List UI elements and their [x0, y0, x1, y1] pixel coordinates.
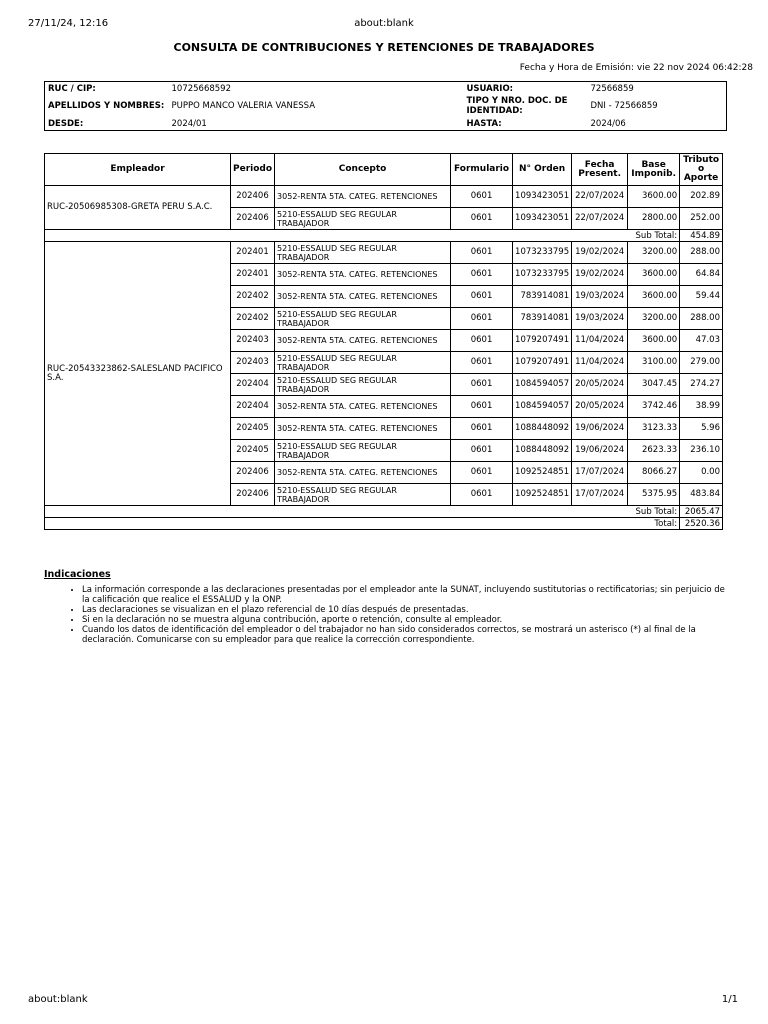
- base-cell: 3123.33: [628, 418, 680, 440]
- orden-cell: 783914081: [513, 286, 572, 308]
- base-cell: 3600.00: [628, 264, 680, 286]
- periodo-cell: 202401: [231, 264, 275, 286]
- periodo-cell: 202406: [231, 462, 275, 484]
- orden-cell: 1073233795: [513, 264, 572, 286]
- base-cell: 3100.00: [628, 352, 680, 374]
- ruc-value: 10725668592: [171, 83, 231, 94]
- fecha-cell: 17/07/2024: [572, 462, 628, 484]
- concepto-cell: 5210-ESSALUD SEG REGULAR TRABAJADOR: [275, 242, 451, 264]
- header-fecha: Fecha Present.: [572, 154, 628, 186]
- formulario-cell: 0601: [451, 330, 513, 352]
- concepto-cell: 3052-RENTA 5TA. CATEG. RETENCIONES: [275, 186, 451, 208]
- orden-cell: 1093423051: [513, 186, 572, 208]
- periodo-cell: 202406: [231, 186, 275, 208]
- subtotal-row: [45, 506, 723, 518]
- orden-cell: 783914081: [513, 308, 572, 330]
- formulario-cell: 0601: [451, 352, 513, 374]
- print-footer-url: about:blank: [28, 994, 88, 1005]
- base-cell: 3742.46: [628, 396, 680, 418]
- formulario-cell: 0601: [451, 264, 513, 286]
- info-row: [45, 95, 727, 117]
- orden-cell: 1084594057: [513, 374, 572, 396]
- indicacion-item: • Si en la declaración no se muestra alguna contribución, aporte o retención, consulte al empleador.: [82, 615, 734, 625]
- orden-cell: 1084594057: [513, 396, 572, 418]
- periodo-cell: 202405: [231, 418, 275, 440]
- tributo-cell: 274.27: [680, 374, 723, 396]
- tributo-cell: 252.00: [680, 208, 723, 230]
- formulario-cell: 0601: [451, 286, 513, 308]
- formulario-cell: 0601: [451, 186, 513, 208]
- tributo-cell: 38.99: [680, 396, 723, 418]
- subtotal-label: Sub Total:: [45, 506, 680, 518]
- ruc-label: RUC / CIP:: [48, 83, 96, 94]
- base-cell: 8066.27: [628, 462, 680, 484]
- header-base: Base Imponib.: [628, 154, 680, 186]
- fecha-cell: 19/06/2024: [572, 418, 628, 440]
- periodo-cell: 202406: [231, 208, 275, 230]
- tributo-cell: 236.10: [680, 440, 723, 462]
- fecha-cell: 22/07/2024: [572, 186, 628, 208]
- table-row: [45, 186, 723, 208]
- periodo-cell: 202402: [231, 308, 275, 330]
- concepto-cell: 3052-RENTA 5TA. CATEG. RETENCIONES: [275, 396, 451, 418]
- fecha-cell: 19/03/2024: [572, 286, 628, 308]
- hasta-label: HASTA:: [466, 118, 502, 129]
- formulario-cell: 0601: [451, 308, 513, 330]
- tributo-cell: 0.00: [680, 462, 723, 484]
- periodo-cell: 202403: [231, 330, 275, 352]
- concepto-cell: 5210-ESSALUD SEG REGULAR TRABAJADOR: [275, 440, 451, 462]
- fecha-cell: 20/05/2024: [572, 396, 628, 418]
- base-cell: 3200.00: [628, 242, 680, 264]
- formulario-cell: 0601: [451, 440, 513, 462]
- base-cell: 3047.45: [628, 374, 680, 396]
- concepto-cell: 5210-ESSALUD SEG REGULAR TRABAJADOR: [275, 352, 451, 374]
- fecha-cell: 11/04/2024: [572, 352, 628, 374]
- info-row: [45, 82, 727, 96]
- formulario-cell: 0601: [451, 484, 513, 506]
- formulario-cell: 0601: [451, 242, 513, 264]
- usuario-label: USUARIO:: [466, 83, 514, 94]
- employer-cell: RUC-20543323862-SALESLAND PACIFICO S.A.: [45, 242, 231, 506]
- contributions-table: [44, 153, 723, 530]
- desde-value: 2024/01: [171, 118, 207, 129]
- tributo-cell: 64.84: [680, 264, 723, 286]
- taxpayer-info-table: [44, 81, 727, 131]
- doc-label: TIPO Y NRO. DOC. DE IDENTIDAD:: [466, 96, 568, 116]
- base-cell: 3600.00: [628, 330, 680, 352]
- fecha-cell: 19/02/2024: [572, 242, 628, 264]
- indicaciones-section: [44, 569, 734, 645]
- print-page-title: about:blank: [354, 18, 414, 29]
- header-tributo: Tributo o Aporte: [680, 154, 723, 186]
- fecha-cell: 19/03/2024: [572, 308, 628, 330]
- total-row: [45, 518, 723, 530]
- formulario-cell: 0601: [451, 374, 513, 396]
- total-label: Total:: [45, 518, 680, 530]
- base-cell: 3600.00: [628, 286, 680, 308]
- base-cell: 3600.00: [628, 186, 680, 208]
- periodo-cell: 202402: [231, 286, 275, 308]
- subtotal-value: 454.89: [680, 230, 723, 242]
- table-row: [45, 242, 723, 264]
- base-cell: 2800.00: [628, 208, 680, 230]
- document-title: CONSULTA DE CONTRIBUCIONES Y RETENCIONES DE TRABAJADORES: [173, 41, 595, 54]
- formulario-cell: 0601: [451, 208, 513, 230]
- base-cell: 3200.00: [628, 308, 680, 330]
- nombres-value: PUPPO MANCO VALERIA VANESSA: [171, 101, 316, 111]
- subtotal-label: Sub Total:: [45, 230, 680, 242]
- orden-cell: 1079207491: [513, 352, 572, 374]
- periodo-cell: 202406: [231, 484, 275, 506]
- concepto-cell: 3052-RENTA 5TA. CATEG. RETENCIONES: [275, 418, 451, 440]
- usuario-value: 72566859: [590, 83, 634, 94]
- employer-cell: RUC-20506985308-GRETA PERU S.A.C.: [45, 186, 231, 230]
- hasta-value: 2024/06: [590, 118, 626, 129]
- indicacion-item: • Cuando los datos de identificación del empleador o del trabajador no han sido considerados correctos, se mostrará un asterisco (*) al final de la declaración. Comunicarse con su empleador para que realice la corrección correspondiente.: [82, 625, 734, 645]
- orden-cell: 1073233795: [513, 242, 572, 264]
- base-cell: 2623.33: [628, 440, 680, 462]
- header-orden: N° Orden: [513, 154, 572, 186]
- tributo-cell: 279.00: [680, 352, 723, 374]
- desde-label: DESDE:: [48, 118, 84, 129]
- indicaciones-list: [44, 585, 734, 645]
- base-cell: 5375.95: [628, 484, 680, 506]
- formulario-cell: 0601: [451, 418, 513, 440]
- concepto-cell: 3052-RENTA 5TA. CATEG. RETENCIONES: [275, 286, 451, 308]
- header-concepto: Concepto: [275, 154, 451, 186]
- periodo-cell: 202401: [231, 242, 275, 264]
- header-periodo: Periodo: [231, 154, 275, 186]
- orden-cell: 1079207491: [513, 330, 572, 352]
- fecha-cell: 19/06/2024: [572, 440, 628, 462]
- tributo-cell: 5.96: [680, 418, 723, 440]
- concepto-cell: 3052-RENTA 5TA. CATEG. RETENCIONES: [275, 264, 451, 286]
- subtotal-value: 2065.47: [680, 506, 723, 518]
- concepto-cell: 5210-ESSALUD SEG REGULAR TRABAJADOR: [275, 208, 451, 230]
- fecha-cell: 22/07/2024: [572, 208, 628, 230]
- fecha-cell: 19/02/2024: [572, 264, 628, 286]
- header-empleador: Empleador: [45, 154, 231, 186]
- concepto-cell: 5210-ESSALUD SEG REGULAR TRABAJADOR: [275, 308, 451, 330]
- nombres-label: APELLIDOS Y NOMBRES:: [48, 101, 165, 111]
- indicaciones-title: Indicaciones: [44, 569, 111, 580]
- indicacion-item: • La información corresponde a las declaraciones presentadas por el empleador ante la SUNAT, incluyendo sustitutorias o rectificatorias; sin perjuicio de la calificación que realice el ESSALUD y la ONP.: [82, 585, 734, 605]
- concepto-cell: 3052-RENTA 5TA. CATEG. RETENCIONES: [275, 462, 451, 484]
- tributo-cell: 288.00: [680, 242, 723, 264]
- info-row: [45, 117, 727, 131]
- print-page-number: 1/1: [721, 994, 738, 1005]
- periodo-cell: 202405: [231, 440, 275, 462]
- print-datetime: 27/11/24, 12:16: [28, 18, 109, 29]
- tributo-cell: 483.84: [680, 484, 723, 506]
- fecha-cell: 17/07/2024: [572, 484, 628, 506]
- tributo-cell: 288.00: [680, 308, 723, 330]
- orden-cell: 1092524851: [513, 462, 572, 484]
- total-value: 2520.36: [680, 518, 723, 530]
- tributo-cell: 47.03: [680, 330, 723, 352]
- concepto-cell: 5210-ESSALUD SEG REGULAR TRABAJADOR: [275, 374, 451, 396]
- table-header-row: [45, 154, 723, 186]
- orden-cell: 1088448092: [513, 440, 572, 462]
- fecha-cell: 20/05/2024: [572, 374, 628, 396]
- header-formulario: Formulario: [451, 154, 513, 186]
- formulario-cell: 0601: [451, 396, 513, 418]
- periodo-cell: 202404: [231, 374, 275, 396]
- indicacion-item: • Las declaraciones se visualizan en el plazo referencial de 10 días después de presentadas.: [82, 605, 734, 615]
- tributo-cell: 59.44: [680, 286, 723, 308]
- emission-datetime: Fecha y Hora de Emisión: vie 22 nov 2024 06:42:28: [519, 63, 753, 73]
- periodo-cell: 202403: [231, 352, 275, 374]
- tributo-cell: 202.89: [680, 186, 723, 208]
- orden-cell: 1088448092: [513, 418, 572, 440]
- orden-cell: 1092524851: [513, 484, 572, 506]
- formulario-cell: 0601: [451, 462, 513, 484]
- concepto-cell: 5210-ESSALUD SEG REGULAR TRABAJADOR: [275, 484, 451, 506]
- periodo-cell: 202404: [231, 396, 275, 418]
- doc-value: DNI - 72566859: [590, 101, 658, 111]
- fecha-cell: 11/04/2024: [572, 330, 628, 352]
- subtotal-row: [45, 230, 723, 242]
- orden-cell: 1093423051: [513, 208, 572, 230]
- concepto-cell: 3052-RENTA 5TA. CATEG. RETENCIONES: [275, 330, 451, 352]
